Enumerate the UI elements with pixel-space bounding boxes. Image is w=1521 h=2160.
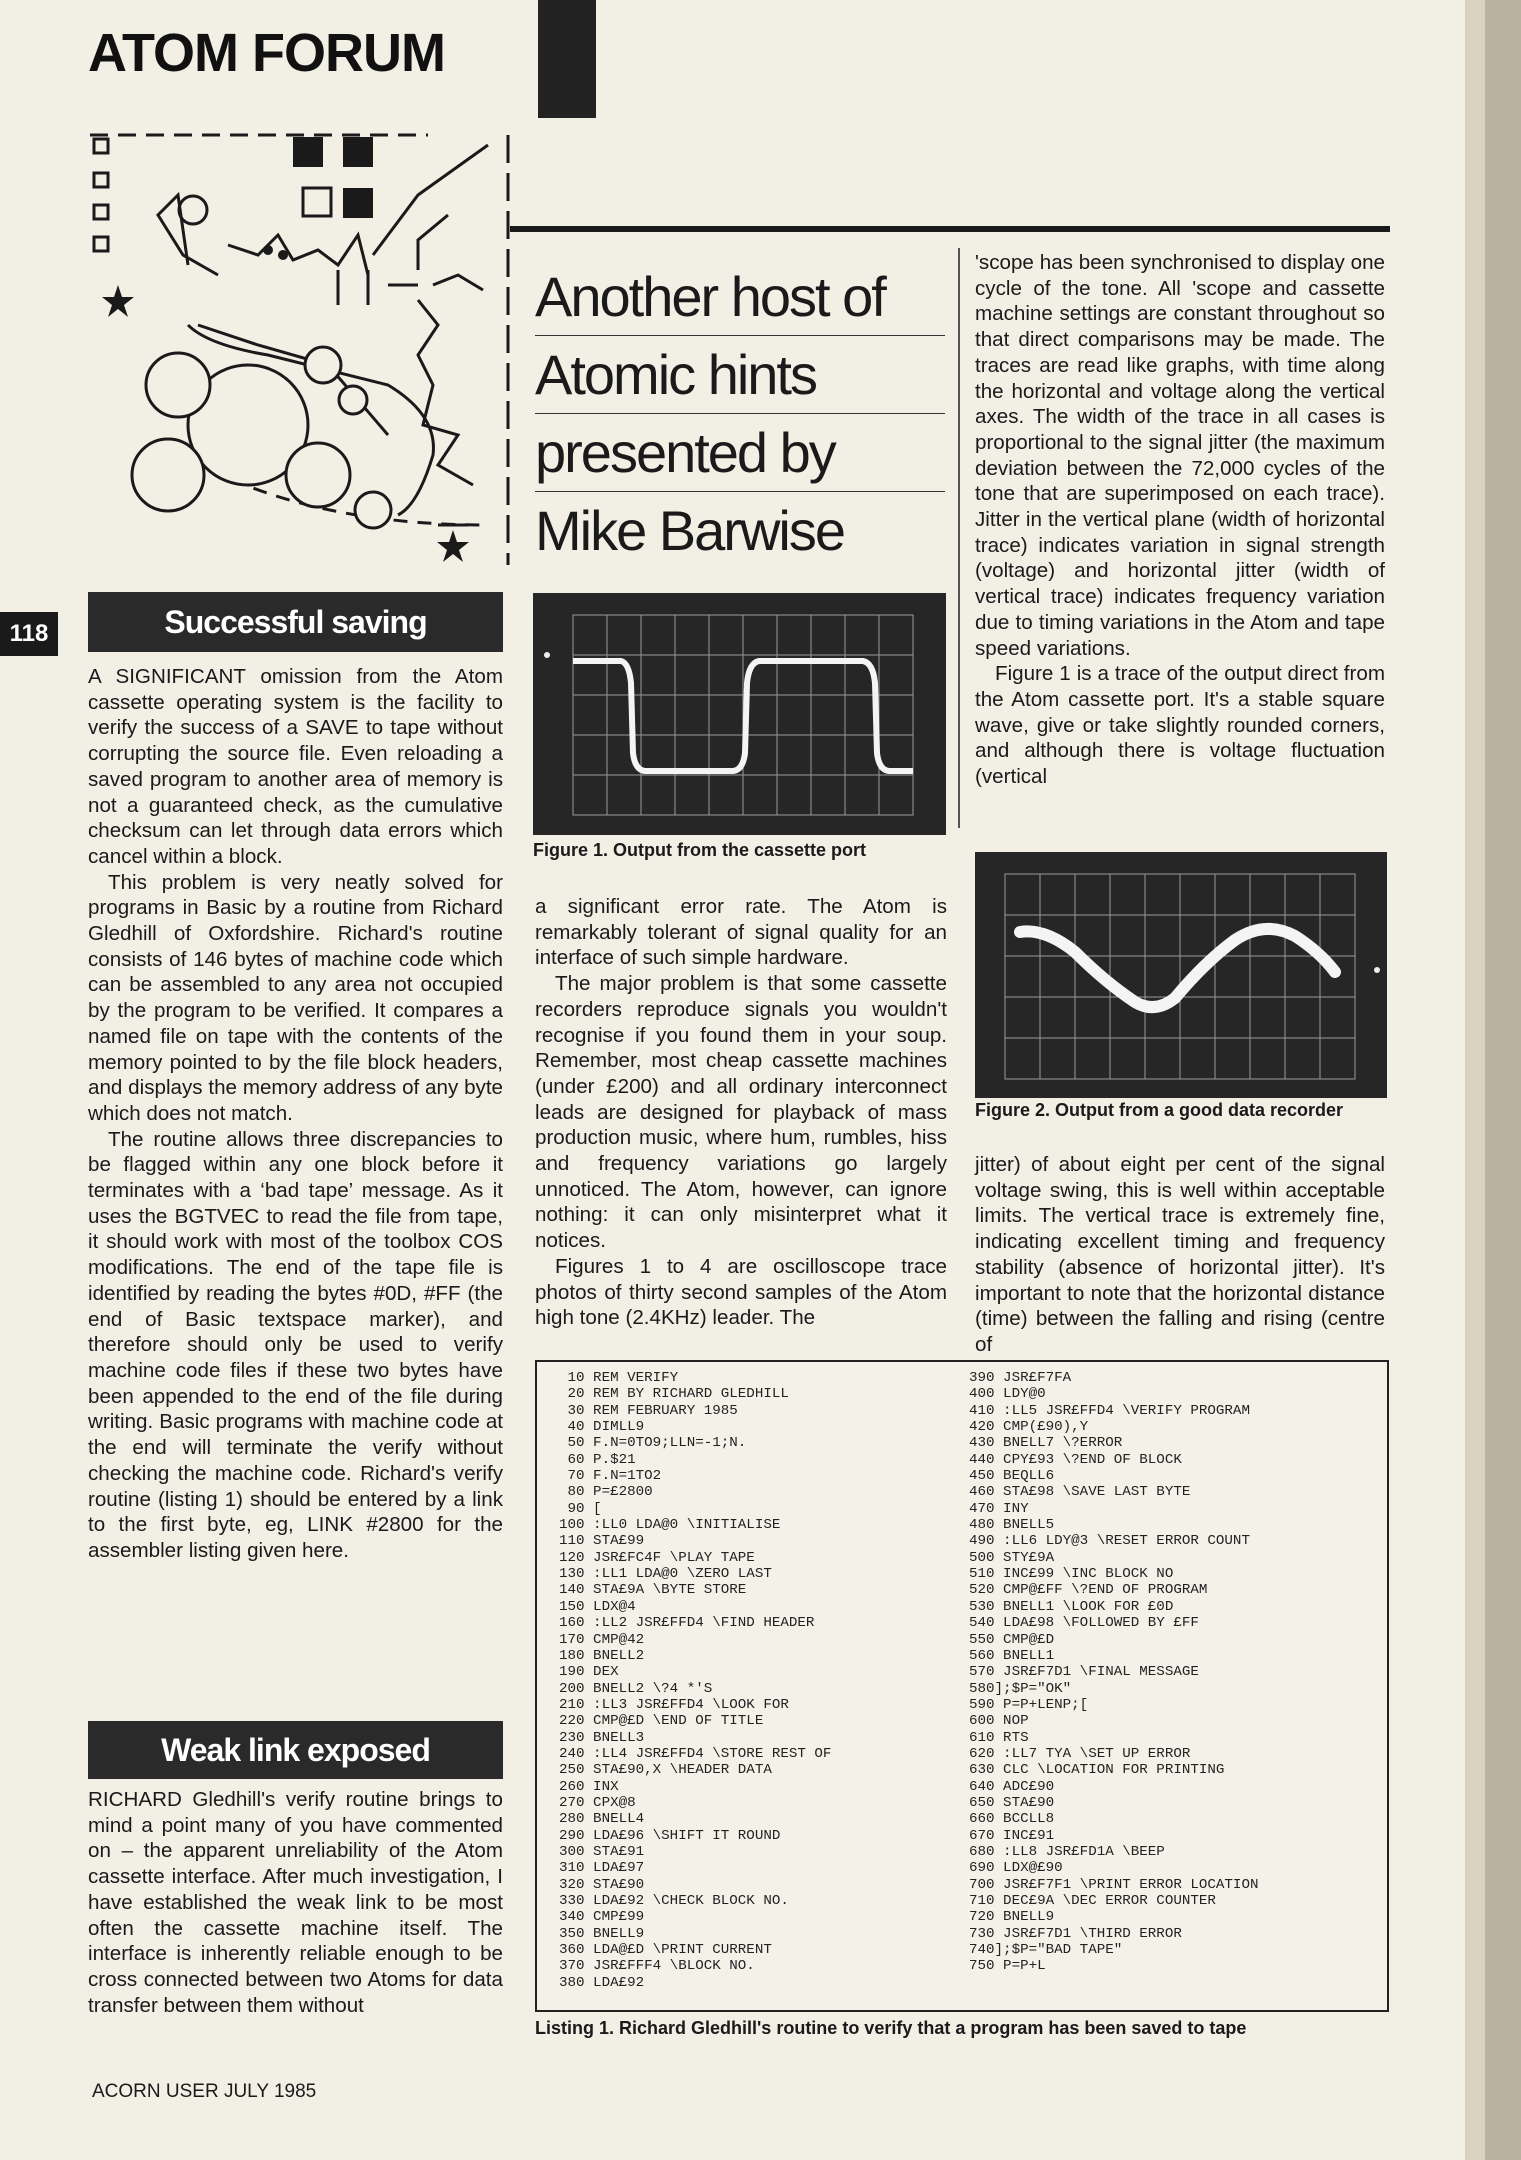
column-3b-text (975, 1152, 1385, 1358)
paragraph: This problem is very neatly solved for programs in Basic by a routine from Richard Gledhill of Oxfordshire. Richard's routine consists of 146 bytes of machine code which can be assembled to any area not occupied by the program to be verified. It compares a named file on tape with the contents of the memory pointed to by the file block headers, and displays the memory address of any byte which does not match. (88, 870, 503, 1125)
headline-line: Another host of (535, 258, 945, 336)
column-1-text (88, 664, 503, 1564)
column-2-text (535, 894, 947, 1331)
headline-line: Mike Barwise (535, 499, 844, 562)
column-1b-text (88, 1787, 503, 2018)
figure-1-caption: Figure 1. Output from the cassette port (533, 840, 867, 860)
column-divider (958, 248, 960, 828)
paragraph: Figure 1 is a trace of the output direct from the Atom cassette port. It's a stable square wave, give or take slightly rounded corners, and although there is voltage fluctuation (vertical (975, 662, 1385, 789)
forum-logo-illustration (88, 125, 513, 575)
section-heading-successful-saving: Successful saving (88, 592, 503, 652)
paragraph: RICHARD Gledhill's verify routine brings to mind a point many of you have commented on – the apparent unreliability of the Atom cassette interface. After much investigation, I have established the weak link to be most often the cassette machine itself. The interface is inherently reliable enough to be cross connected between two Atoms for data transfer between them without (88, 1788, 503, 2017)
listing-left-column: 10 REM VERIFY 20 REM BY RICHARD GLEDHILL 30 REM FEBRUARY 1985 40 DIMLL9 50 F.N=0TO9;LLN=-1;N. 60 P.$21 70 F.N=1TO2 80 P=£2800 90 [ 100 :LL0 LDA@0 \INITIALISE 110 STA£99 120 JSR£FC4F \PLAY TAPE 130 :LL1 LDA@0 \ZERO LAST 140 STA£9A \BYTE STORE 150 LDX@4 160 :LL2 JSR£FFD4 \FIND HEADER 170 CMP@42 180 BNELL2 190 DEX 200 BNELL2 \?4 *'S 210 :LL3 JSR£FFD4 \LOOK FOR 220 CMP@£D \END OF TITLE 230 BNELL3 240 :LL4 JSR£FFD4 \STORE REST OF 250 STA£90,X \HEADER DATA 260 INX 270 CPX@8 280 BNELL4 290 LDA£96 \SHIFT IT ROUND 300 STA£91 310 LDA£97 320 STA£90 330 LDA£92 \CHECK BLOCK NO. 340 CMP£99 350 BNELL9 360 LDA@£D \PRINT CURRENT 370 JSR£FFF4 \BLOCK NO. 380 LDA£92 (559, 1370, 832, 1991)
listing-right-column: 390 JSR£F7FA 400 LDY@0 410 :LL5 JSR£FFD4 \VERIFY PROGRAM 420 CMP(£90),Y 430 BNELL7 \?ERROR 440 CPY£93 \?END OF BLOCK 450 BEQLL6 460 STA£98 \SAVE LAST BYTE 470 INY 480 BNELL5 490 :LL6 LDY@3 \RESET ERROR COUNT 500 STY£9A 510 INC£99 \INC BLOCK NO 520 CMP@£FF \?END OF PROGRAM 530 BNELL1 \LOOK FOR £0D 540 LDA£98 \FOLLOWED BY £FF 550 CMP@£D 560 BNELL1 570 JSR£F7D1 \FINAL MESSAGE 580];$P="OK" 590 P=P+LENP;[ 600 NOP 610 RTS 620 :LL7 TYA \SET UP ERROR 630 CLC \LOCATION FOR PRINTING 640 ADC£90 650 STA£90 660 BCCLL8 670 INC£91 680 :LL8 JSR£FD1A \BEEP 690 LDX@£90 700 JSR£F7F1 \PRINT ERROR LOCATION 710 DEC£9A \DEC ERROR COUNTER 720 BNELL9 730 JSR£F7D1 \THIRD ERROR 740];$P="BAD TAPE" 750 P=P+L (969, 1370, 1259, 1975)
column-3-text (975, 250, 1385, 790)
code-listing-box (535, 1360, 1389, 2012)
paragraph: jitter) of about eight per cent of the signal voltage swing, this is well within acceptable limits. The vertical trace is extremely fine, indicating excellent timing and frequency stability (absence of horizontal jitter). It's important to note that the horizontal distance (time) between the falling and rising (centre of (975, 1153, 1385, 1356)
footer-issue: ACORN USER JULY 1985 (92, 2081, 317, 2102)
paragraph: a significant error rate. The Atom is remarkably tolerant of signal quality for an interface of such simple hardware. (535, 895, 947, 970)
figure-2-caption: Figure 2. Output from a good data recorder (975, 1100, 1344, 1120)
headline-line: Atomic hints (535, 336, 945, 414)
paragraph: 'scope has been synchronised to display one cycle of the tone. All 'scope and cassette machine settings are constant throughout so that direct comparisons may be made. The traces are read like graphs, with time along the horizontal and voltage along the vertical axes. The width of the trace in all cases is proportional to the signal jitter (the maximum deviation between the 72,000 cycles of the tone that are superimposed on each trace). Jitter in the vertical plane (width of horizontal trace) indicates variation in signal strength (voltage) and horizontal jitter (width of vertical trace) indicates frequency variation due to timing variations in the Atom and tape speed variations. (975, 251, 1385, 660)
section-heading-weak-link-exposed: Weak link exposed (88, 1721, 503, 1779)
figure-2-oscilloscope (975, 852, 1387, 1098)
header-block (538, 0, 596, 118)
headline-line: presented by (535, 414, 945, 492)
paragraph: The routine allows three discrepancies to be flagged within any one block before it terminates with a ‘bad tape’ message. As it uses the BGTVEC to read the file from tape, it should work with most of the toolbox COS modifications. The end of the tape file is identified by reading the bytes #0D, #FF (the end of Basic textspace marker), and therefore should only be used to verify machine code files if these two bytes have been appended to the end of the file during writing. Basic programs with machine code at the end will terminate the verify without checking the machine code. Richard's verify routine (listing 1) should be entered by a link to the first byte, eg, LINK #2800 for the assembler listing given here. (88, 1127, 503, 1562)
paragraph: A SIGNIFICANT omission from the Atom cassette operating system is the facility to verify the success of a SAVE to tape without corrupting the source file. Even reloading a saved program to another area of memory is not a guaranteed check, as the cumulative checksum can let through data errors which cancel within a block. (88, 665, 503, 868)
paragraph: Figures 1 to 4 are oscilloscope trace photos of thirty second samples of the Atom high tone (2.4KHz) leader. The (535, 1254, 947, 1330)
page-number: 118 (0, 612, 58, 656)
article-rule (510, 226, 1390, 232)
paragraph: The major problem is that some cassette recorders reproduce signals you wouldn't recognise if you found them in your soup. Remember, most cheap cassette machines (under £200) and all ordinary interconnect leads are designed for playback of mass production music, where hum, rumbles, hiss and frequency variations go largely unnoticed. The Atom, however, can ignore nothing: it can only misinterpret what it notices. (535, 972, 947, 1253)
article-headline (535, 258, 945, 569)
page-edge-shadow (1485, 0, 1521, 2160)
figure-1-oscilloscope (533, 593, 946, 835)
listing-caption: Listing 1. Richard Gledhill's routine to verify that a program has been saved to tape (535, 2018, 1247, 2038)
column-title: ATOM FORUM (88, 23, 445, 83)
